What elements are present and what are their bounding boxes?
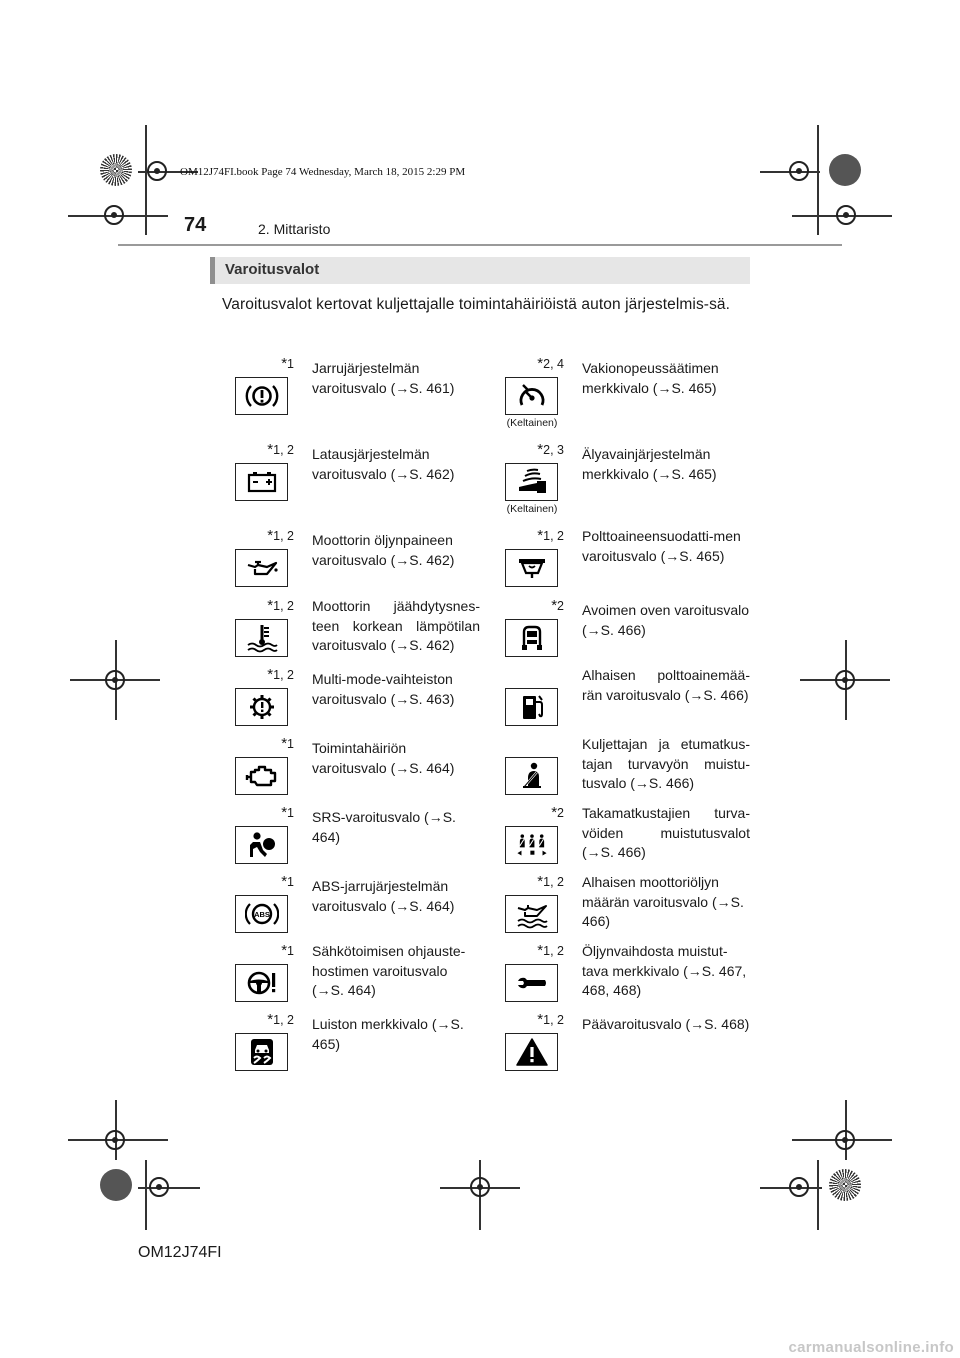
- coolant-temperature-icon: [235, 619, 288, 657]
- light-description: Jarrujärjestelmän varoitusvalo (→S. 461): [312, 360, 455, 396]
- page-number: 74: [184, 214, 207, 236]
- light-item: [210, 939, 480, 1008]
- registration-disc: [829, 154, 861, 186]
- crop-line: [138, 1187, 200, 1189]
- crop-line: [817, 1160, 819, 1230]
- registration-target: [104, 205, 124, 225]
- footnote-mark: *1, 2: [537, 873, 564, 890]
- registration-disc: [100, 1169, 132, 1201]
- light-description: Multi-mode-vaihteiston varoitusvalo (→S. 463): [312, 671, 455, 707]
- fuel-filter-icon: [505, 549, 558, 587]
- footnote-mark: *1, 2: [267, 441, 294, 458]
- table-row: [210, 732, 750, 801]
- light-item: [480, 594, 750, 663]
- abs-icon: [235, 895, 288, 933]
- light-item: [210, 594, 480, 663]
- table-row: [210, 352, 750, 429]
- svg-text:ABS: ABS: [253, 910, 270, 919]
- light-color-caption: (Keltainen): [506, 417, 558, 429]
- footnote-mark: *1, 2: [537, 942, 564, 959]
- footer-code: OM12J74FI: [138, 1244, 222, 1261]
- crop-line: [145, 125, 147, 235]
- light-description: Moottorin jäähdytysnes-teen korkean lämpötilan varoitusvalo (→S. 462): [312, 598, 480, 653]
- light-description: Vakionopeussäätimen merkkivalo (→S. 465): [582, 360, 719, 396]
- table-row: [210, 524, 750, 593]
- light-description: Alhaisen polttoainemää-rän varoitusvalo (→S. 466): [582, 667, 750, 703]
- light-item: [480, 732, 750, 801]
- light-item: [210, 801, 480, 870]
- footnote-mark: *1: [281, 873, 294, 890]
- light-item: [480, 663, 750, 732]
- registration-disc: [100, 154, 132, 186]
- rear-seatbelt-icon: [505, 826, 558, 864]
- light-description: Takamatkustajien turva-vöiden muistutusvalot (→S. 466): [582, 805, 750, 860]
- table-row: [210, 594, 750, 663]
- registration-target: [105, 1130, 125, 1150]
- table-row: [210, 801, 750, 870]
- light-description: ABS-jarrujärjestelmän varoitusvalo (→S. 464): [312, 878, 455, 914]
- table-row: [210, 438, 750, 515]
- registration-target: [835, 670, 855, 690]
- light-item: [480, 870, 750, 939]
- crop-line: [817, 125, 819, 235]
- power-steering-icon: [235, 964, 288, 1002]
- section-name: 2. Mittaristo: [258, 221, 331, 237]
- smart-key-icon: [505, 463, 558, 501]
- light-item: [480, 939, 750, 1008]
- light-description: Sähkötoimisen ohjauste-hostimen varoitusvalo (→S. 464): [312, 943, 466, 998]
- footnote-mark: *1: [281, 355, 294, 372]
- light-description: Polttoaineensuodatti-men varoitusvalo (→S. 465): [582, 528, 741, 564]
- light-description: Toimintahäiriön varoitusvalo (→S. 464): [312, 740, 455, 776]
- footnote-mark: *2: [551, 804, 564, 821]
- airbag-icon: [235, 826, 288, 864]
- footnote-mark: *1, 2: [267, 597, 294, 614]
- cruise-control-icon: [505, 377, 558, 415]
- light-description: Kuljettajan ja etumatkus-tajan turvavyön muistu-tusvalo (→S. 466): [582, 736, 750, 791]
- footnote-mark: *1, 2: [267, 666, 294, 683]
- registration-target: [835, 1130, 855, 1150]
- light-description: Luiston merkkivalo (→S. 465): [312, 1016, 464, 1052]
- light-item: [480, 801, 750, 870]
- light-item: [210, 1008, 480, 1077]
- brake-warning-icon: [235, 377, 288, 415]
- table-row: [210, 1008, 750, 1077]
- light-description: Avoimen oven varoitusvalo (→S. 466): [582, 602, 750, 638]
- table-row: [210, 939, 750, 1008]
- light-item: [480, 438, 750, 515]
- registration-target: [105, 670, 125, 690]
- battery-icon: [235, 463, 288, 501]
- light-description: Moottorin öljynpaineen varoitusvalo (→S. 462): [312, 532, 455, 568]
- footnote-mark: *1, 2: [537, 527, 564, 544]
- footnote-mark: *1, 2: [267, 1011, 294, 1028]
- print-info: OM12J74FI.book Page 74 Wednesday, March 18, 2015 2:29 PM: [180, 166, 466, 178]
- light-item: [210, 352, 480, 421]
- fuel-pump-icon: [505, 688, 558, 726]
- light-item: [480, 352, 750, 429]
- table-row: [210, 870, 750, 939]
- light-item: [210, 663, 480, 732]
- open-door-icon: [505, 619, 558, 657]
- transmission-gear-icon: [235, 688, 288, 726]
- registration-disc: [829, 1169, 861, 1201]
- light-item: [210, 438, 480, 507]
- registration-target: [836, 205, 856, 225]
- slip-indicator-icon: [235, 1033, 288, 1071]
- footnote-mark: *2: [551, 597, 564, 614]
- footnote-mark: *1: [281, 735, 294, 752]
- master-warning-icon: [505, 1033, 558, 1071]
- footnote-mark: *1: [281, 804, 294, 821]
- light-description: Öljynvaihdosta muistut-tava merkkivalo (→S. 467, 468, 468): [582, 943, 747, 998]
- registration-target: [149, 1177, 169, 1197]
- light-description: Alhaisen moottoriöljyn määrän varoitusvalo (→S. 466): [582, 874, 744, 929]
- seatbelt-icon: [505, 757, 558, 795]
- section-title: Varoitusvalot: [225, 261, 320, 278]
- light-description: Älyavainjärjestelmän merkkivalo (→S. 465): [582, 446, 717, 482]
- oil-pressure-icon: [235, 549, 288, 587]
- check-engine-icon: [235, 757, 288, 795]
- section-title-bar: [210, 257, 750, 284]
- light-description: Latausjärjestelmän varoitusvalo (→S. 462): [312, 446, 455, 482]
- header-divider: [118, 244, 842, 246]
- low-oil-level-icon: [505, 895, 558, 933]
- light-item: [210, 732, 480, 801]
- registration-target: [147, 161, 167, 181]
- footnote-mark: *2, 4: [537, 355, 564, 372]
- light-description: Päävaroitusvalo (→S. 468): [582, 1016, 750, 1032]
- footnote-mark: *1, 2: [537, 1011, 564, 1028]
- registration-target: [789, 1177, 809, 1197]
- footnote-mark: *1, 2: [267, 527, 294, 544]
- registration-target: [789, 161, 809, 181]
- table-row: [210, 663, 750, 732]
- crop-line: [145, 1160, 147, 1230]
- light-item: [480, 524, 750, 593]
- light-item: [210, 870, 480, 939]
- light-item: [210, 524, 480, 593]
- light-item: [480, 1008, 750, 1077]
- watermark: carmanualsonline.info: [788, 1339, 954, 1356]
- footnote-mark: *1: [281, 942, 294, 959]
- light-description: SRS-varoitusvalo (→S. 464): [312, 809, 456, 845]
- intro-paragraph: Varoitusvalot kertovat kuljettajalle toimintahäiriöistä auton järjestelmis-sä.: [222, 296, 731, 313]
- light-color-caption: (Keltainen): [506, 503, 558, 515]
- registration-target: [470, 1177, 490, 1197]
- wrench-icon: [505, 964, 558, 1002]
- footnote-mark: *2, 3: [537, 441, 564, 458]
